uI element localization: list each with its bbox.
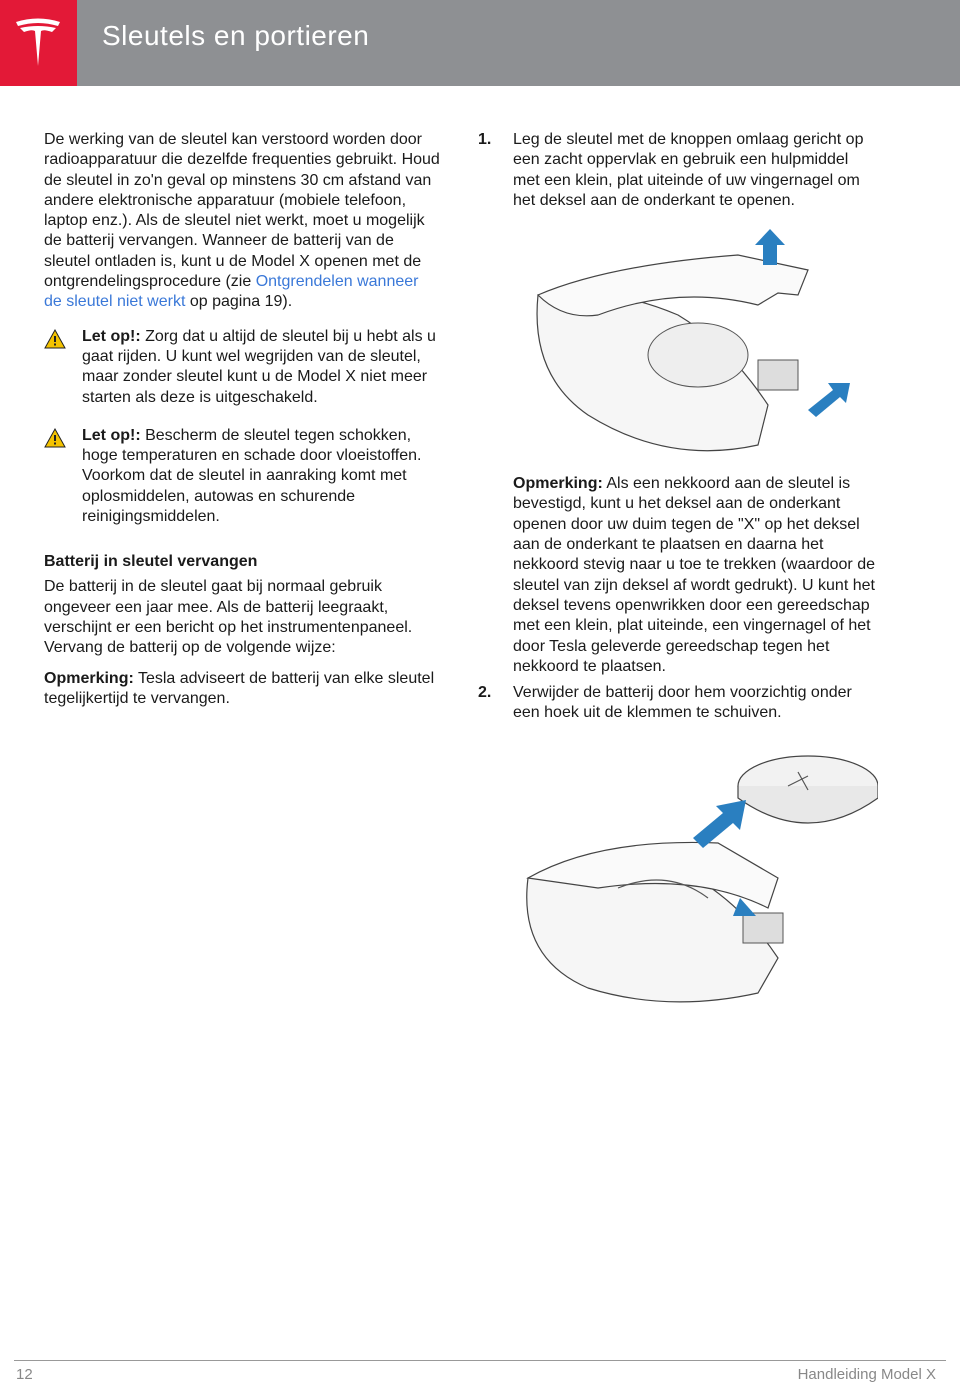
- intro-paragraph: De werking van de sleutel kan verstoord worden door radioapparatuur die dezelfde frequenties gebruikt. Houd de sleutel in zo'n geval op minstens 30 cm afstand van andere elektronische apparatuur (mobiele telefoon, laptop enz.). Als de sleutel niet werkt, moet u mogelijk de batterij vervangen. Wanneer de batterij van de sleutel ontladen is, kunt u de Model X openen met de ontgrendelingsprocedure (zie Ontgrendelen wanneer de sleutel niet werkt op pagina 19).: [44, 131, 440, 311]
- tesla-logo: [0, 0, 77, 86]
- note-paragraph: Opmerking: Tesla adviseert de batterij van elke sleutel tegelijkertijd te vervangen.: [44, 669, 435, 707]
- page-number: 12: [16, 1366, 33, 1383]
- page-title: Sleutels en portieren: [102, 20, 370, 51]
- warning-icon: [44, 428, 66, 448]
- warning-block: Let op!: Zorg dat u altijd de sleutel bij u hebt als u gaat rijden. U kunt wel wegrijden van de sleutel, maar zonder sleutel kunt u de Model X niet meer starten als deze is uitgeschakeld.: [44, 327, 440, 408]
- battery-paragraph: De batterij in de sleutel gaat bij normaal gebruik ongeveer een jaar mee. Als de batterij leegraakt, verschijnt er een bericht op het instrumentenpaneel. Vervang de batterij op de volgende wijze:: [44, 578, 413, 657]
- battery-removal-illustration: [478, 738, 878, 1013]
- key-open-cover-illustration: [478, 225, 878, 460]
- right-column: [478, 130, 878, 1027]
- tesla-logo-icon: [14, 16, 62, 70]
- step-item: 2. Verwijder de batterij door hem voorzichtig onder een hoek uit de klemmen te schuiven.: [478, 684, 852, 722]
- footer-divider: [14, 1360, 946, 1361]
- warning-block: Let op!: Bescherm de sleutel tegen schokken, hoge temperaturen en schade door vloeistoffen. Voorkom dat de sleutel in aanraking komt met oplosmiddelen, autowas en schurende reinigingsmiddelen.: [44, 426, 440, 527]
- manual-title: Handleiding Model X: [797, 1366, 936, 1383]
- page-header: [0, 0, 960, 86]
- warning-icon: [44, 329, 66, 349]
- note-paragraph: Opmerking: Als een nekkoord aan de sleutel is bevestigd, kunt u het deksel aan de onderkant openen door uw duim tegen de "X" op het deksel aan de onderkant te plaatsen en daarna het nekkoord stevig naar u toe te trekken (waardoor de sleutel van zijn deksel af wordt gedrukt). U kunt het deksel tevens openwrikken door een gereedschap met een klein, plat uiteinde, een vingernagel of het door Tesla geleverde gereedschap tegen het nekkoord te plaatsen.: [513, 475, 875, 675]
- step-item: 1. Leg de sleutel met de knoppen omlaag gericht op een zacht oppervlak en gebruik een hulpmiddel met een klein, plat uiteinde of uw vingernagel om het deksel aan de onderkant te openen.: [478, 131, 864, 209]
- section-heading: Batterij in sleutel vervangen: [44, 553, 258, 571]
- left-column: [44, 130, 440, 719]
- unlock-procedure-link[interactable]: Ontgrendelen wanneer de sleutel niet werkt: [44, 273, 419, 311]
